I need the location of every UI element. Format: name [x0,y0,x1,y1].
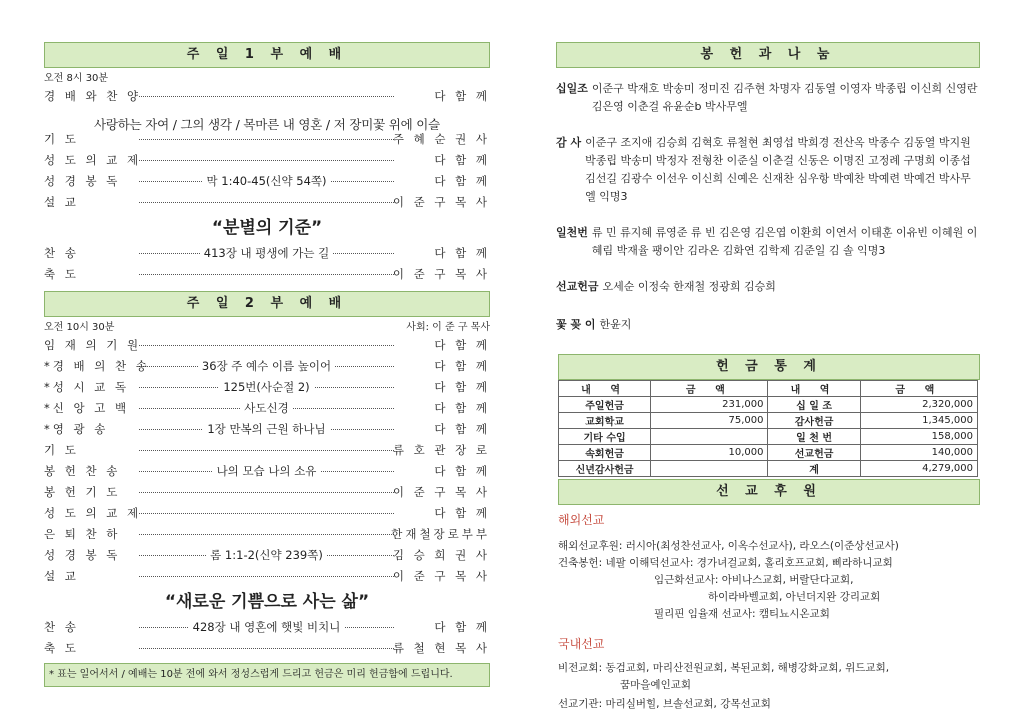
order-person: 다 함 께 [434,153,490,167]
finance-amount: 10,000 [651,445,768,461]
overseas-item: 건축봉헌: 네팔 이해덕선교사: 경가녀걸교회, 홀리호프교회, 삐라하니교회 [558,557,893,569]
order-person: 다 함 께 [434,380,490,394]
order-person: 다 함 께 [434,359,490,373]
finance-amount [651,429,768,445]
offering-names: 이준구 박재호 박송미 정미진 김주현 차명자 김동열 이영자 박종립 이신희 신영란 김은영 이춘걸 유윤순b 박사무엘 [591,82,978,113]
order-label: *신 앙 고 백 [44,401,130,415]
order-person: 이 준 구 목 사 [392,267,490,281]
order-row [44,243,490,264]
offering-group-label: 꽃 꽂 이 [556,318,596,331]
order-label: *경 배 의 찬 송 [44,359,150,373]
finance-header-cell: 내 역 [768,381,860,397]
finance-item: 감사헌금 [768,413,860,429]
order-label: 설 교 [44,569,79,583]
finance-item: 주일헌금 [559,397,651,413]
leader-dots [139,492,394,493]
order-label: 축 도 [44,641,79,655]
mission-title: 선 교 후 원 [558,479,980,505]
order-person: 다 함 께 [434,506,490,520]
finance-item: 신년감사헌금 [559,461,651,477]
order-row [44,461,490,482]
order-detail: 막 1:40-45(신약 54쪽) [203,174,331,188]
table-row [559,461,978,477]
offering-title: 봉 헌 과 나 눔 [556,42,980,68]
offering-group-label: 선교헌금 [556,280,599,293]
finance-amount: 231,000 [651,397,768,413]
service1-closing [44,243,490,285]
offering-names: 류 민 류지혜 류영준 류 빈 김은영 김은엽 이환희 이연서 이태훈 이유빈 이혜원 이혜림 박재율 팽이안 김라온 김화연 김학제 김준일 김 솔 익명3 [591,226,978,257]
order-detail: 36장 주 예수 이름 높이어 [198,359,335,373]
domestic-item: 비전교회: 동검교회, 마리산전원교회, 복된교회, 해병강화교회, 위드교회, [558,662,890,674]
order-label: 임 재 의 기 원 [44,338,142,352]
order-label: 축 도 [44,267,79,281]
leader-dots [139,345,394,346]
praise-songs: 사랑하는 자여 / 그의 생각 / 목마른 내 영혼 / 저 장미꽃 위에 이슬 [93,117,441,132]
finance-header-cell: 금 액 [860,381,977,397]
overseas-item: 임근화선교사: 아비나스교회, 버랄단다교회, [654,574,854,586]
order-detail: 413장 내 평생에 가는 길 [200,246,333,260]
finance-item: 십 일 조 [768,397,860,413]
finance-item: 계 [768,461,860,477]
finance-item: 기타 수입 [559,429,651,445]
order-person: 다 함 께 [434,422,490,436]
order-row [44,171,490,192]
order-person: 다 함 께 [434,464,490,478]
domestic-item: 꿈마을예인교회 [620,679,692,691]
order-row [44,503,490,524]
service1-sermon-title: “분별의 기준” [211,218,323,238]
finance-item: 속회헌금 [559,445,651,461]
table-row [559,429,978,445]
order-row [44,377,490,398]
order-detail: 1장 만복의 근원 하나님 [203,422,329,436]
leader-dots [139,576,394,577]
order-person: 류 호 관 장 로 [392,443,490,457]
order-label: 봉 헌 찬 송 [44,464,121,478]
order-label: 은 퇴 찬 하 [44,527,121,541]
order-row [44,419,490,440]
order-row [44,638,490,659]
finance-amount: 140,000 [860,445,977,461]
service1-time: 오전 8시 30분 [44,73,109,84]
order-detail: 사도신경 [240,401,292,415]
order-detail: 롬 1:1-2(신약 239쪽) [206,548,327,562]
finance-amount: 4,279,000 [860,461,977,477]
order-row [44,150,490,171]
order-person: 이 준 구 목 사 [392,569,490,583]
order-detail: 나의 모습 나의 소유 [213,464,321,478]
order-detail: 125번(사순절 2) [219,380,313,394]
order-label: 기 도 [44,443,79,457]
order-person: 주 혜 순 권 사 [392,132,490,146]
finance-header-cell: 금 액 [651,381,768,397]
finance-amount: 2,320,000 [860,397,977,413]
order-label: 성 도 의 교 제 [44,153,142,167]
order-row [44,192,490,213]
order-person: 이 준 구 목 사 [392,195,490,209]
table-row [559,445,978,461]
order-person: 다 함 께 [434,620,490,634]
finance-item: 교회학교 [559,413,651,429]
leader-dots [139,202,394,203]
order-row [44,524,490,545]
overseas-item: 하이라바벨교회, 아넌더지완 강리교회 [708,591,881,603]
finance-header-row [559,381,978,397]
order-label: 성 도 의 교 제 [44,506,142,520]
order-label: 봉 헌 기 도 [44,485,121,499]
finance-amount: 158,000 [860,429,977,445]
offering-names: 오세순 이정숙 한재철 정광희 김승희 [602,280,776,293]
finance-header-cell: 내 역 [559,381,651,397]
service2-sermon-title: “새로운 기쁨으로 사는 삶” [164,592,370,612]
overseas-list [558,538,980,623]
service2-host: 사회: 이 준 구 목사 [406,322,490,333]
offering-names: 이준구 조지애 김승희 김혁호 류철현 최영섭 박희경 전산옥 박종수 김동열 박지원 박종립 박송미 박정자 전형찬 이준실 이춘걸 신동은 이명진 고정례 구명희 이종섭 김선길 김광수 이선우 이신희 신예은 신재찬 심우항 박예찬 박예련 박예건 박사무엘 익명3 [585,136,971,203]
leader-dots [139,534,394,535]
overseas-item: 해외선교후원: 러시아(최성찬선교사, 이옥수선교사), 라오스(이준상선교사) [558,540,899,552]
offering-group-label: 일천번 [556,226,588,239]
order-label: 찬 송 [44,246,79,260]
order-row [44,617,490,638]
order-label: 성 경 봉 독 [44,548,121,562]
finance-item: 선교헌금 [768,445,860,461]
table-row [559,397,978,413]
finance-item: 일 천 번 [768,429,860,445]
order-label: *성 시 교 독 [44,380,130,394]
service-note: * 표는 일어서서 / 예배는 10분 전에 와서 정성스럽게 드리고 헌금은 미리 헌금함에 드립니다. [44,663,490,687]
leader-dots [139,96,394,97]
order-row [44,482,490,503]
domestic-item: 선교기관: 마리실버힐, 브솔선교회, 강목선교회 [558,698,771,710]
order-person: 김 승 희 권 사 [392,548,490,562]
service2-title: 주 일 2 부 예 배 [44,291,490,317]
leader-dots [139,139,394,140]
order-label: *영 광 송 [44,422,109,436]
leader-dots [139,274,394,275]
offering-group [556,80,980,116]
order-person: 한재철장로부부 [391,527,490,541]
order-person: 다 함 께 [434,401,490,415]
order-person: 류 철 현 목 사 [392,641,490,655]
order-detail: 428장 내 영혼에 햇빛 비치니 [189,620,345,634]
leader-dots [139,648,394,649]
order-person: 다 함 께 [434,338,490,352]
overseas-item: 필리핀 임율재 선교사: 캠티뇨시온교회 [654,608,830,620]
leader-dots [139,450,394,451]
order-label: 기 도 [44,132,79,146]
overseas-label: 해외선교 [558,513,605,527]
order-label: 설 교 [44,195,79,209]
domestic-label: 국내선교 [558,637,605,651]
left-column [44,42,490,687]
offering-groups [556,80,980,334]
domestic-list [558,660,980,713]
offering-group [556,316,980,334]
finance-amount: 1,345,000 [860,413,977,429]
offering-group [556,224,980,260]
service2-closing [44,617,490,659]
order-row [44,398,490,419]
service2-time: 오전 10시 30분 사회: 이 준 구 목사 [44,322,490,333]
order-row [44,264,490,285]
finance-amount: 75,000 [651,413,768,429]
order-label: 성 경 봉 독 [44,174,121,188]
offering-group-label: 십일조 [556,82,588,95]
finance-title: 헌 금 통 계 [558,354,980,380]
order-person: 이 준 구 목 사 [392,485,490,499]
offering-names: 한윤지 [599,318,632,331]
finance-table [558,380,978,477]
offering-group [556,278,980,296]
mission-section [556,511,980,713]
order-row [44,356,490,377]
offering-group-label: 감 사 [556,136,582,149]
order-row [44,566,490,587]
offering-group [556,134,980,206]
service2-order [44,335,490,587]
right-column [556,42,980,713]
table-row [559,413,978,429]
order-label: 찬 송 [44,620,79,634]
leader-dots [139,160,394,161]
order-person: 다 함 께 [434,246,490,260]
service1-order [44,86,490,213]
order-row [44,86,490,107]
order-person: 다 함 께 [434,89,490,103]
order-label: 경 배 와 찬 양 [44,89,142,103]
finance-amount [651,461,768,477]
order-person: 다 함 께 [434,174,490,188]
order-row [44,335,490,356]
order-row [44,440,490,461]
order-row [44,545,490,566]
service1-title: 주 일 1 부 예 배 [44,42,490,68]
leader-dots [139,513,394,514]
